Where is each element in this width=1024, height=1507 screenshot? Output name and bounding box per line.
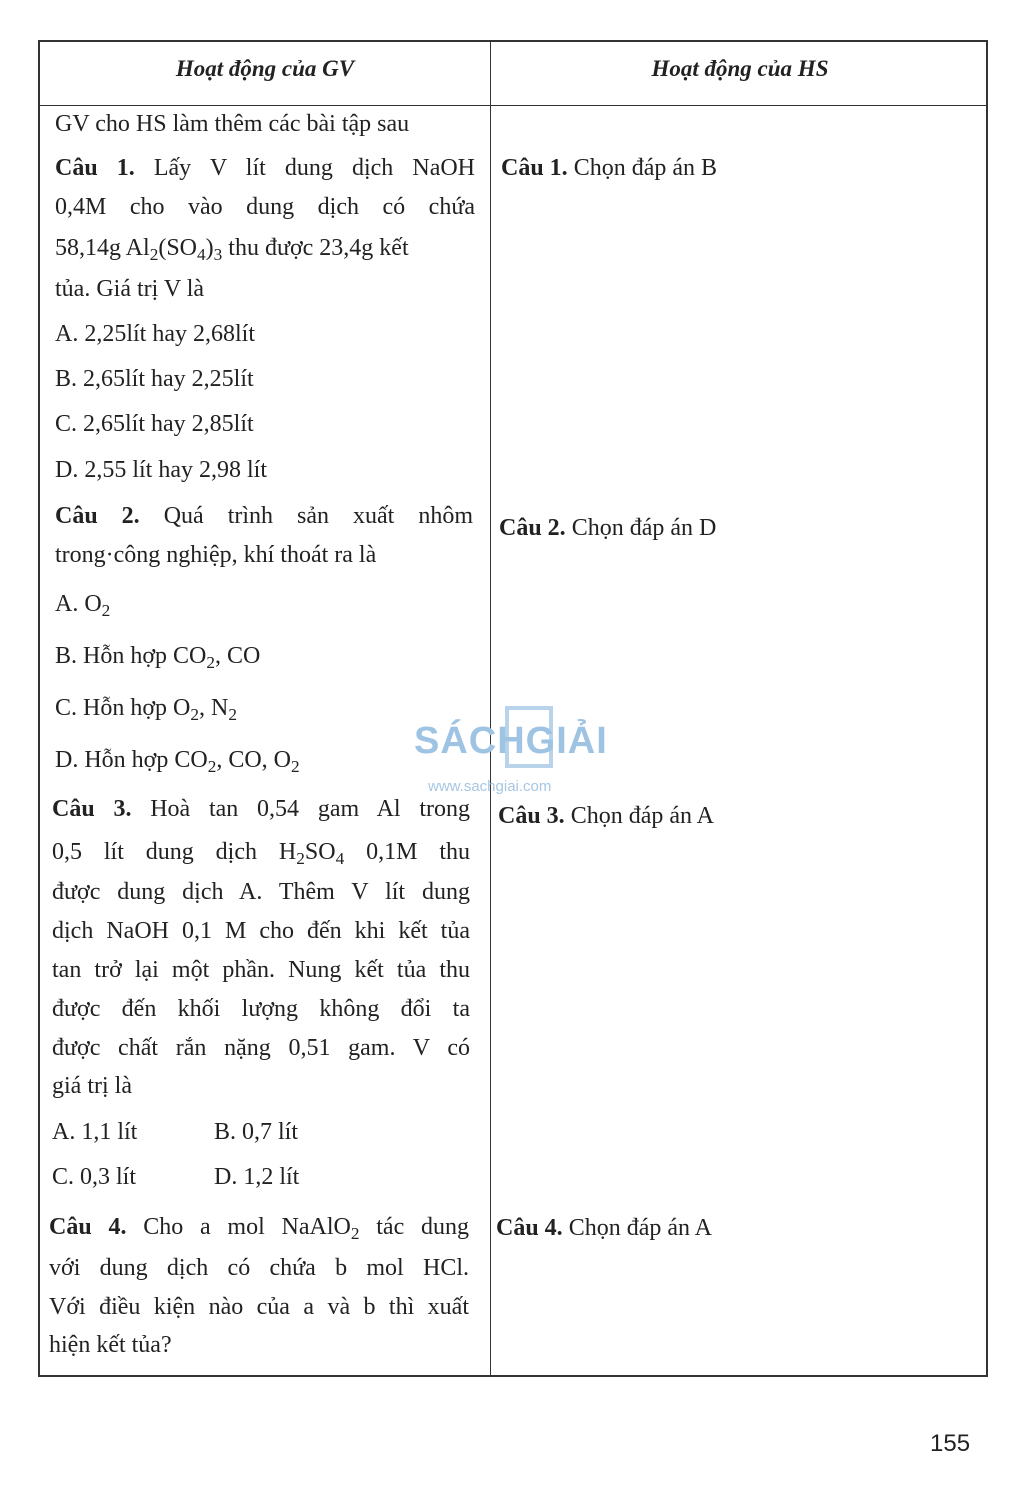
q2-answer: Câu 2. Chọn đáp án D (499, 515, 717, 541)
q3-line7: được chất rắn nặng 0,51 gam. V có (52, 1035, 470, 1061)
q1-line3: 58,14g $Al_2(SO_4)_3$ thu được 23,4g kết (55, 235, 409, 265)
q2-line2: trong·công nghiệp, khí thoát ra là (55, 542, 377, 568)
q1-line2: 0,4M cho vào dung dịch có chứa (55, 194, 475, 220)
q3-line5: tan trở lại một phần. Nung kết tủa thu (52, 957, 470, 983)
q3-label: Câu 3. (52, 796, 132, 822)
q1-option-d: D. 2,55 lít hay 2,98 lít (55, 457, 267, 483)
watermark-text: SÁCHGIẢI (414, 720, 608, 762)
watermark (408, 706, 618, 798)
header-teacher: Hoạt động của GV (175, 56, 355, 81)
intro-text: GV cho HS làm thêm các bài tập sau (55, 111, 410, 137)
watermark-url: www.sachgiai.com (428, 778, 552, 795)
q3-option-d: D. 1,2 lít (214, 1164, 300, 1190)
q1-option-c: C. 2,65lít hay 2,85lít (55, 411, 254, 437)
q3-line4: dịch NaOH 0,1 M cho đến khi kết tủa (52, 918, 470, 944)
q1-option-b: B. 2,65lít hay 2,25lít (55, 366, 254, 392)
q4-line1: Câu 4. Cho a mol NaAlO$_2$ tác dung (49, 1214, 470, 1244)
q3-option-a: A. 1,1 lít (52, 1119, 138, 1145)
header-divider (40, 105, 986, 106)
q2-line1: Câu 2. Quá trình sản xuất nhôm (55, 503, 474, 529)
q3-line1: Câu 3. Hoà tan 0,54 gam Al trong (52, 796, 470, 822)
q1-label: Câu 1. (55, 155, 135, 181)
q2-option-d: D. Hỗn hợp $CO_2$, CO, $O_2$ (55, 747, 300, 777)
q4-line2: với dung dịch có chứa b mol HCl. (49, 1255, 469, 1281)
q1-line4: tủa. Giá trị V là (55, 276, 205, 302)
header-student: Hoạt động của HS (651, 56, 829, 81)
q1-line1: Câu 1. Lấy V lít dung dịch NaOH (55, 155, 476, 181)
q3-option-c: C. 0,3 lít (52, 1164, 137, 1190)
q4-line3: Với điều kiện nào của a và b thì xuất (49, 1294, 469, 1320)
q3-line2: 0,5 lít dung dịch $H_2SO_4$ 0,1M thu (52, 839, 470, 869)
q3-answer: Câu 3. Chọn đáp án A (498, 803, 715, 829)
q2-option-a: A. $O_2$ (55, 591, 111, 621)
q2-option-c: C. Hỗn hợp $O_2$, $N_2$ (55, 695, 237, 725)
q1-answer: Câu 1. Chọn đáp án B (501, 155, 718, 181)
q3-line3: được dung dịch A. Thêm V lít dung (52, 879, 470, 905)
q3-line8: giá trị là (52, 1073, 132, 1099)
q3-option-b: B. 0,7 lít (214, 1119, 299, 1145)
q4-label: Câu 4. (49, 1214, 127, 1240)
q4-answer: Câu 4. Chọn đáp án A (496, 1215, 713, 1241)
q4-line4: hiện kết tủa? (49, 1332, 172, 1358)
q2-label: Câu 2. (55, 503, 140, 529)
page-number: 155 (930, 1430, 971, 1457)
q2-option-b: B. Hỗn hợp $CO_2$, CO (55, 643, 261, 673)
q3-line6: được đến khối lượng không đổi ta (52, 996, 470, 1022)
q1-option-a: A. 2,25lít hay 2,68lít (55, 321, 255, 347)
